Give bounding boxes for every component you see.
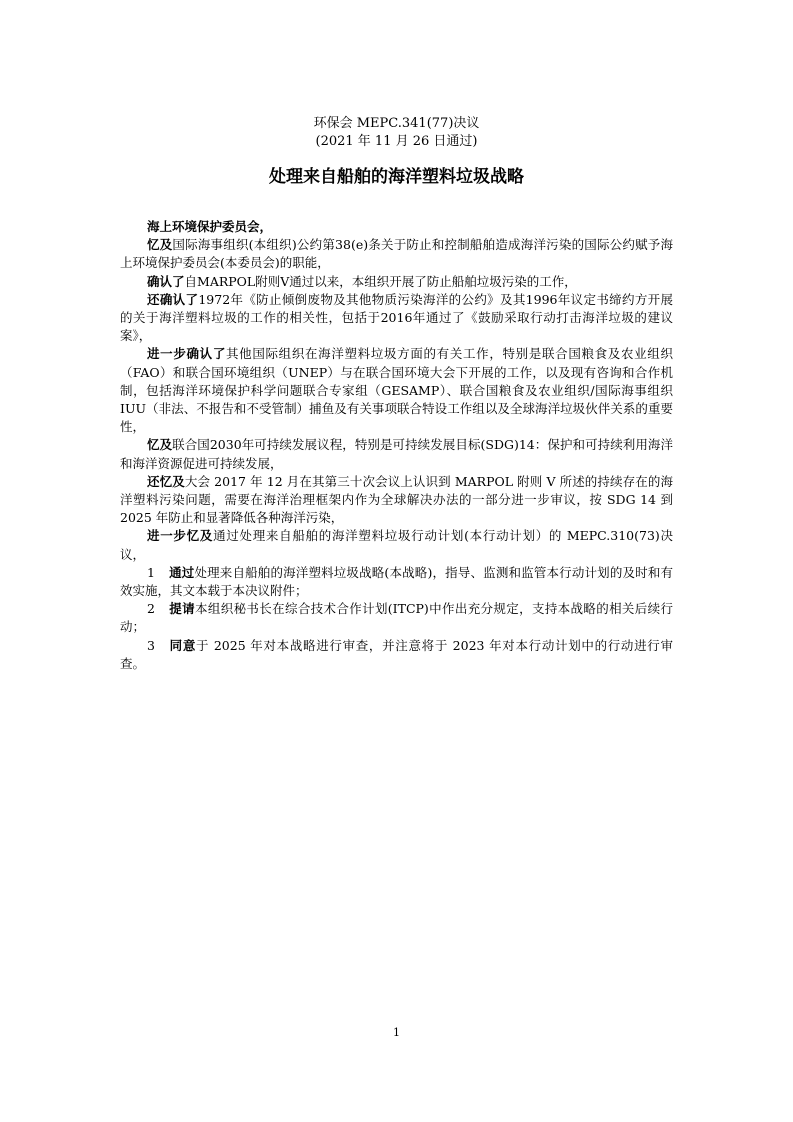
- committee-name: 海上环境保护委员会，: [147, 219, 273, 234]
- preamble-text: 自MARPOL附则V通过以来，本组织开展了防止船舶垃圾污染的工作，: [184, 273, 577, 289]
- operative-number: 1: [147, 564, 155, 580]
- operative-text: 本组织秘书长在综合技术合作计划(ITCP)中作出充分规定，支持本战略的相关后续行动；: [120, 601, 673, 635]
- resolution-body: [120, 218, 673, 673]
- preamble-text: 通过处理来自船舶的海洋塑料垃圾行动计划(本行动计划）的 MEPC.310(73)决议，: [120, 528, 673, 562]
- preamble-paragraph: [120, 236, 673, 272]
- preamble-keyword: 进一步忆及: [147, 528, 214, 544]
- preamble-text: 大会 2017 年 12 月在其第三十次会议上认识到 MARPOL 附则 V 所述的持续存在的海洋塑料污染问题，需要在海洋治理框架内作为全球解决办法的一部分进一步审议，按 SDG 14 到 2025 年防止和显著降低各种海洋污染，: [120, 473, 673, 526]
- operative-number: 3: [147, 637, 155, 653]
- adoption-date: (2021 年 11 月 26 日通过): [315, 134, 478, 149]
- preamble-paragraph: [120, 473, 673, 528]
- operative-keyword: 提请: [168, 601, 196, 617]
- preamble-paragraph: [120, 527, 673, 563]
- preamble-keyword: 忆及: [147, 437, 173, 453]
- preamble-text: 国际海事组织(本组织)公约第38(e)条关于防止和控制船舶造成海洋污染的国际公约赋予海上环境保护委员会(本委员会)的职能，: [120, 237, 673, 271]
- operative-text: 于 2025 年对本战略进行审查，并注意将于 2023 年对本行动计划中的行动进行审查。: [120, 637, 673, 671]
- operative-number: 2: [147, 601, 155, 617]
- operative-keyword: 同意: [168, 637, 196, 653]
- document-title: 处理来自船舶的海洋塑料垃圾战略: [269, 167, 524, 187]
- preamble-paragraph: [120, 436, 673, 472]
- preamble-keyword: 还忆及: [147, 473, 185, 489]
- preamble-text: 1972年《防止倾倒废物及其他物质污染海洋的公约》及其1996年议定书缔约方开展的关于海洋塑料垃圾的工作的相关性，包括于2016年通过了《鼓励采取行动打击海洋垃圾的建议案》，: [120, 291, 673, 344]
- operative-paragraph: [120, 600, 673, 636]
- preamble-text: 联合国2030年可持续发展议程，特别是可持续发展目标(SDG)14：保护和可持续利用海洋和海洋资源促进可持续发展，: [120, 437, 673, 471]
- operative-text: 处理来自船舶的海洋塑料垃圾战略(本战略)，指导、监测和监管本行动计划的及时和有效实施，其文本载于本决议附件；: [120, 564, 673, 599]
- preamble-keyword: 确认了: [147, 273, 185, 289]
- operative-keyword: 通过: [168, 564, 195, 580]
- page-number: 1: [393, 1026, 400, 1039]
- preamble-paragraph: [120, 273, 673, 291]
- preamble-text: 其他国际组织在海洋塑料垃圾方面的有关工作，特别是联合国粮食及农业组织（FAO）和联合国环境组织（UNEP）与在联合国环境大会下开展的工作，以及现有咨询和合作机制，包括海洋环境保护科学问题联合专家组（GESAMP）、联合国粮食及农业组织/国际海事组织IUU（非法、不报告和不受管制）捕鱼及有关事项联合特设工作组以及全球海洋垃圾伙伴关系的重要性，: [120, 346, 673, 435]
- resolution-number: 环保会 MEPC.341(77)决议: [313, 116, 480, 131]
- committee-line: [120, 218, 673, 236]
- preamble-keyword: 还确认了: [147, 291, 199, 307]
- preamble-paragraph: [120, 345, 673, 436]
- preamble-paragraph: [120, 291, 673, 346]
- preamble-keyword: 进一步确认了: [147, 346, 226, 362]
- operative-paragraph: [120, 637, 673, 673]
- preamble-keyword: 忆及: [147, 237, 173, 253]
- operative-paragraph: [120, 564, 673, 600]
